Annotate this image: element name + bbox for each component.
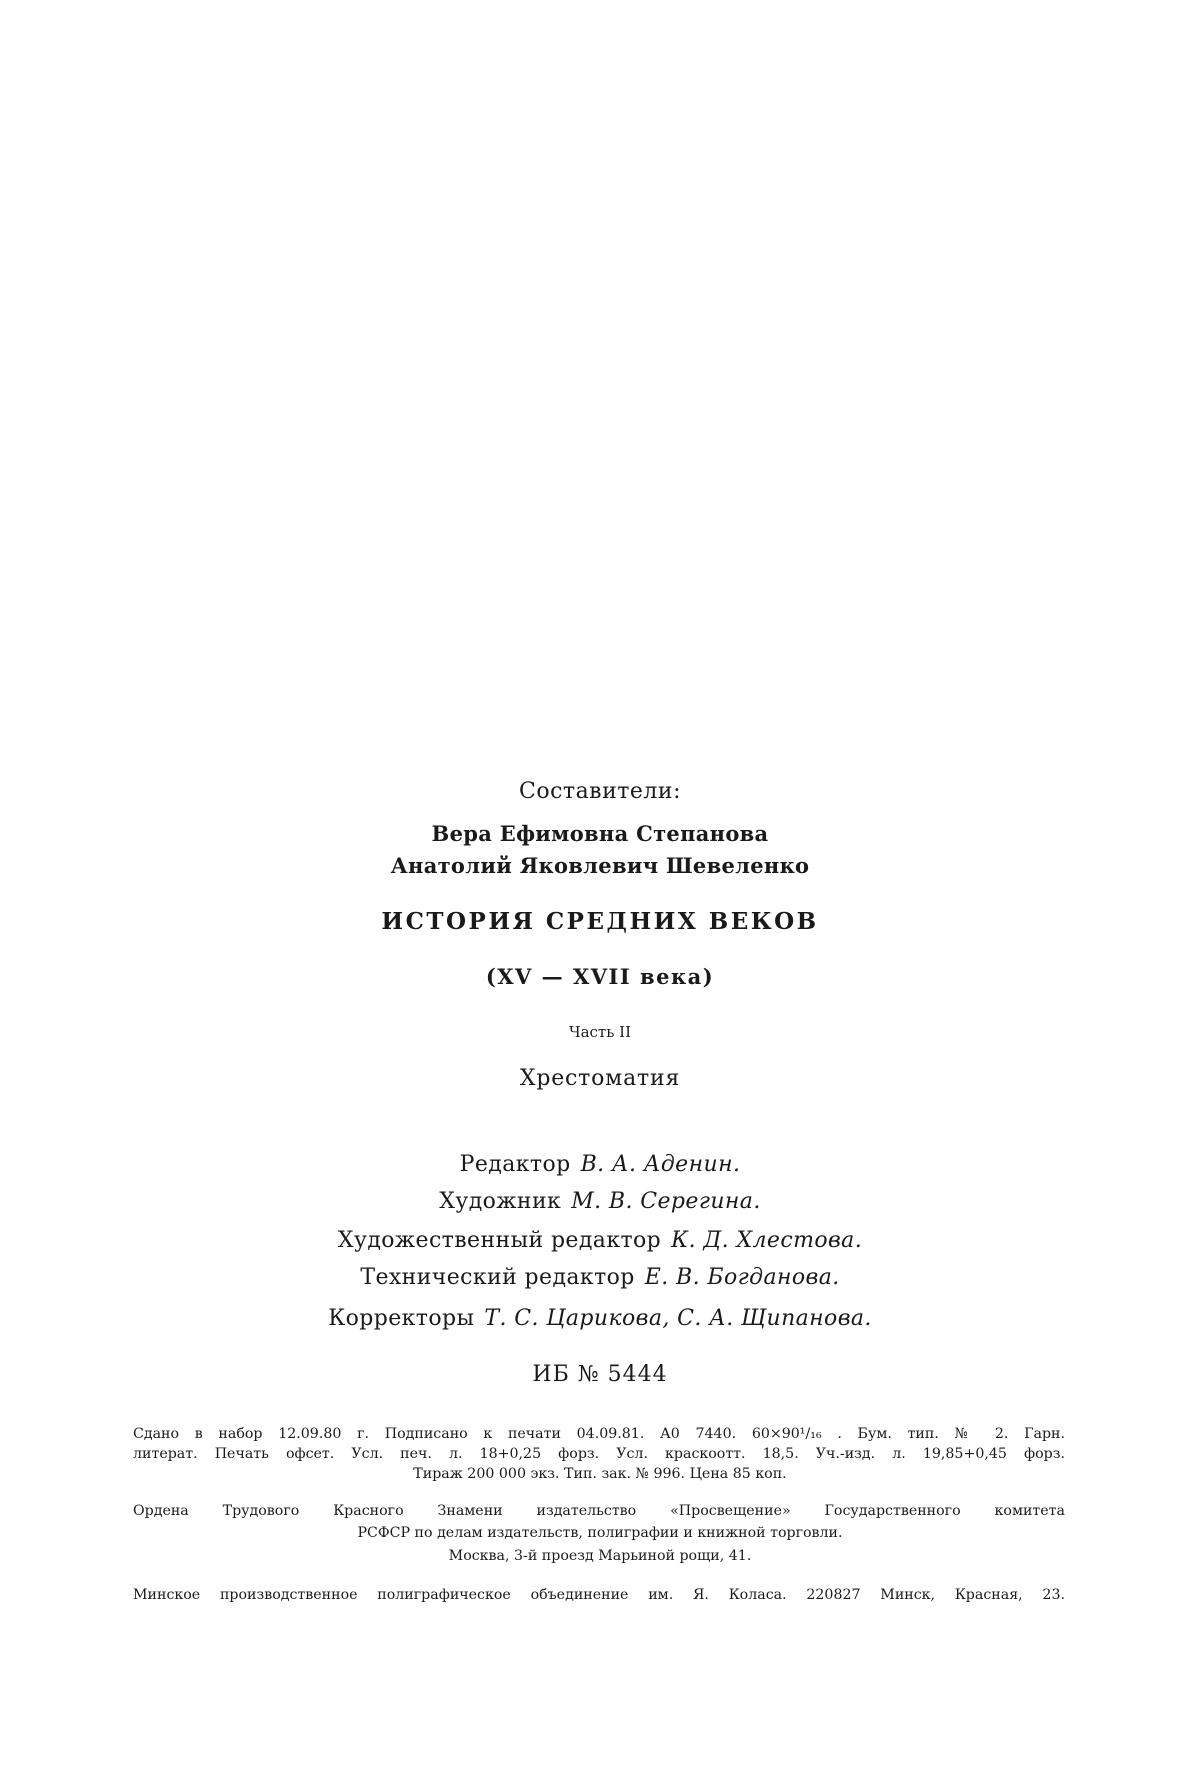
publisher-line: РСФСР по делам издательств, полиграфии и книжной торговли. <box>357 1525 843 1541</box>
credit-person: Т. С. Царикова, С. А. Щипанова. <box>484 1306 872 1331</box>
credit-person: М. В. Серегина. <box>571 1189 761 1214</box>
ib-number: ИБ № 5444 <box>532 1362 668 1387</box>
credit-role: Технический редактор <box>360 1265 635 1290</box>
publisher-line: Ордена Трудового Красного Знамени издательство «Просвещение» Государственного комитета <box>133 1503 1065 1519</box>
credit-art-editor <box>0 1228 1200 1253</box>
print-details-line: литерат. Печать офсет. Усл. печ. л. 18+0,25 форз. Усл. краскоотт. 18,5. Уч.-изд. л. 19,85+0,45 форз. <box>133 1446 1065 1462</box>
credit-editor <box>0 1152 1200 1177</box>
credit-artist <box>0 1189 1200 1214</box>
print-details-line: Сдано в набор 12.09.80 г. Подписано к печати 04.09.81. А0 7440. 60×90¹/₁₆ . Бум. тип. № 2. Гарн. <box>133 1426 1065 1442</box>
author-name: Анатолий Яковлевич Шевеленко <box>390 853 810 878</box>
book-subtitle: (XV — XVII века) <box>485 964 715 989</box>
book-title: ИСТОРИЯ СРЕДНИХ ВЕКОВ <box>381 908 819 935</box>
genre-label: Хрестоматия <box>519 1066 681 1091</box>
credit-technical-editor <box>0 1265 1200 1290</box>
credit-role: Корректоры <box>328 1306 475 1331</box>
printer-line: Минское производственное полиграфическое объединение им. Я. Коласа. 220827 Минск, Красная, 23. <box>133 1587 1065 1603</box>
credit-person: К. Д. Хлестова. <box>671 1228 863 1253</box>
author-name: Вера Ефимовна Степанова <box>431 821 769 846</box>
credit-role: Художник <box>439 1189 562 1214</box>
publisher-address: Москва, 3-й проезд Марьиной рощи, 41. <box>448 1548 752 1564</box>
credit-role: Художественный редактор <box>337 1228 662 1253</box>
compilers-heading: Составители: <box>519 779 681 804</box>
credit-person: В. А. Аденин. <box>580 1152 741 1177</box>
print-details-line: Тираж 200 000 экз. Тип. зак. № 996. Цена 85 коп. <box>413 1466 787 1482</box>
credit-role: Редактор <box>459 1152 571 1177</box>
credit-person: Е. В. Богданова. <box>644 1265 840 1290</box>
part-label: Часть II <box>568 1023 632 1041</box>
credit-proofreaders <box>0 1306 1200 1331</box>
